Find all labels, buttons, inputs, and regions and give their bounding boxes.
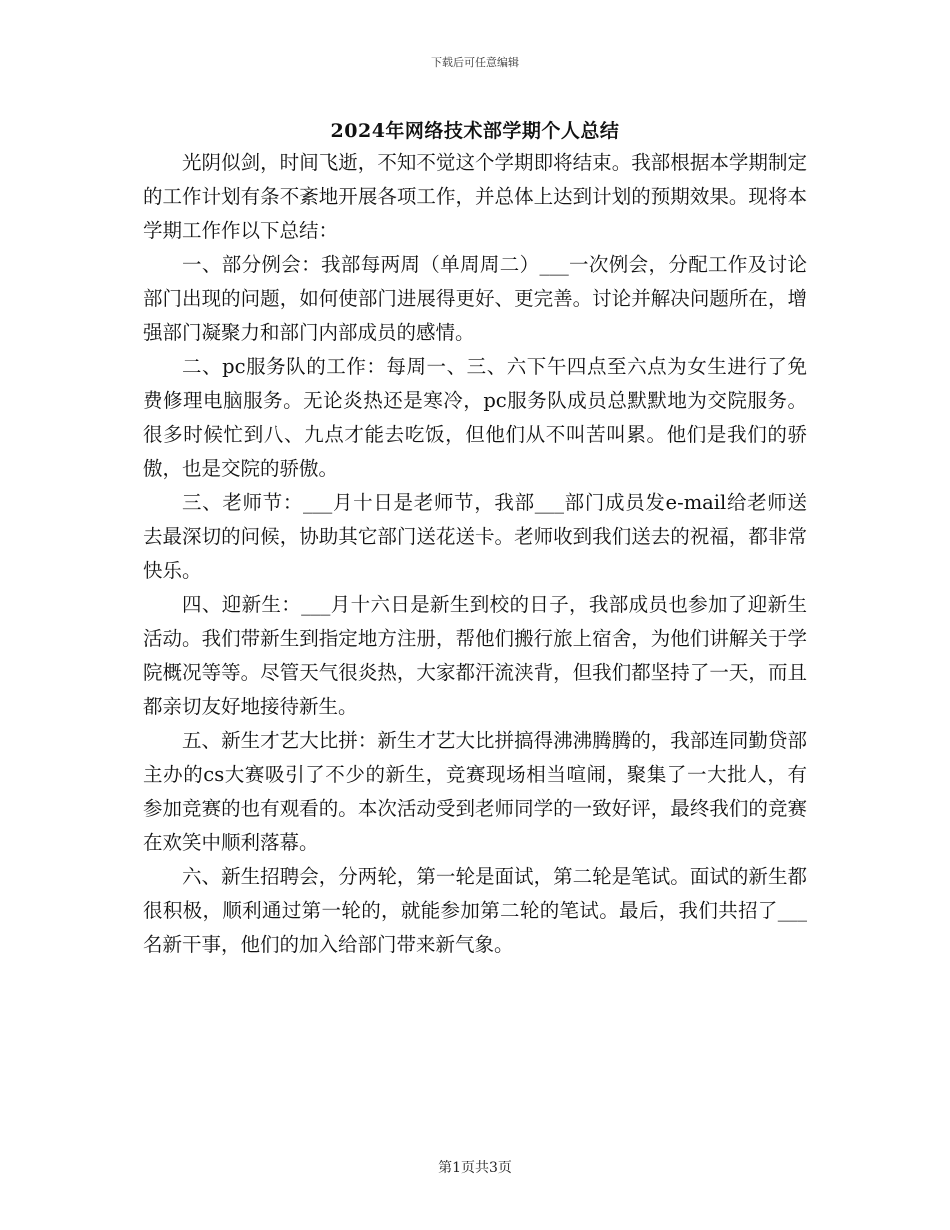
paragraph-talent-contest: 五、新生才艺大比拼：新生才艺大比拼搞得沸沸腾腾的，我部连同勤贷部主办的cs大赛吸引了不少的新生，竞赛现场相当喧闹，聚集了一大批人，有参加竞赛的也有观看的。本次活动受到老师同学的一致好评，最终我们的竞赛在欢笑中顺利落幕。 <box>143 729 807 854</box>
paragraph-teachers-day: 三、老师节：___月十日是老师节，我部___部门成员发e-mail给老师送去最深切的问候，协助其它部门送花送卡。老师收到我们送去的祝福，都非常快乐。 <box>143 491 807 582</box>
paragraph-welcome-freshmen: 四、迎新生：___月十六日是新生到校的日子，我部成员也参加了迎新生活动。我们带新生到指定地方注册，帮他们搬行旅上宿舍，为他们讲解关于学院概况等等。尽管天气很炎热，大家都汗流浃背，但我们都坚持了一天，而且都亲切友好地接待新生。 <box>143 593 807 718</box>
paragraph-meetings: 一、部分例会：我部每两周（单周周二）___一次例会，分配工作及讨论部门出现的问题，如何使部门进展得更好、更完善。讨论并解决问题所在，增强部门凝聚力和部门内部成员的感情。 <box>143 253 807 344</box>
paragraph-intro: 光阴似剑，时间飞逝，不知不觉这个学期即将结束。我部根据本学期制定的工作计划有条不紊地开展各项工作，并总体上达到计划的预期效果。现将本学期工作作以下总结： <box>143 151 807 242</box>
page-indicator: 第1页共3页 <box>438 1160 512 1176</box>
paragraph-pc-service: 二、pc服务队的工作：每周一、三、六下午四点至六点为女生进行了免费修理电脑服务。无论炎热还是寒冷，pc服务队成员总默默地为交院服务。很多时候忙到八、九点才能去吃饭，但他们从不叫苦叫累。他们是我们的骄傲，也是交院的骄傲。 <box>143 355 807 480</box>
document-title: 2024年网络技术部学期个人总结 <box>330 120 620 142</box>
document-body <box>143 146 807 962</box>
paragraph-recruitment: 六、新生招聘会，分两轮，第一轮是面试，第二轮是笔试。面试的新生都很积极，顺利通过第一轮的，就能参加第二轮的笔试。最后，我们共招了___名新干事，他们的加入给部门带来新气象。 <box>143 865 807 956</box>
header-note: 下载后可任意编辑 <box>431 56 519 69</box>
